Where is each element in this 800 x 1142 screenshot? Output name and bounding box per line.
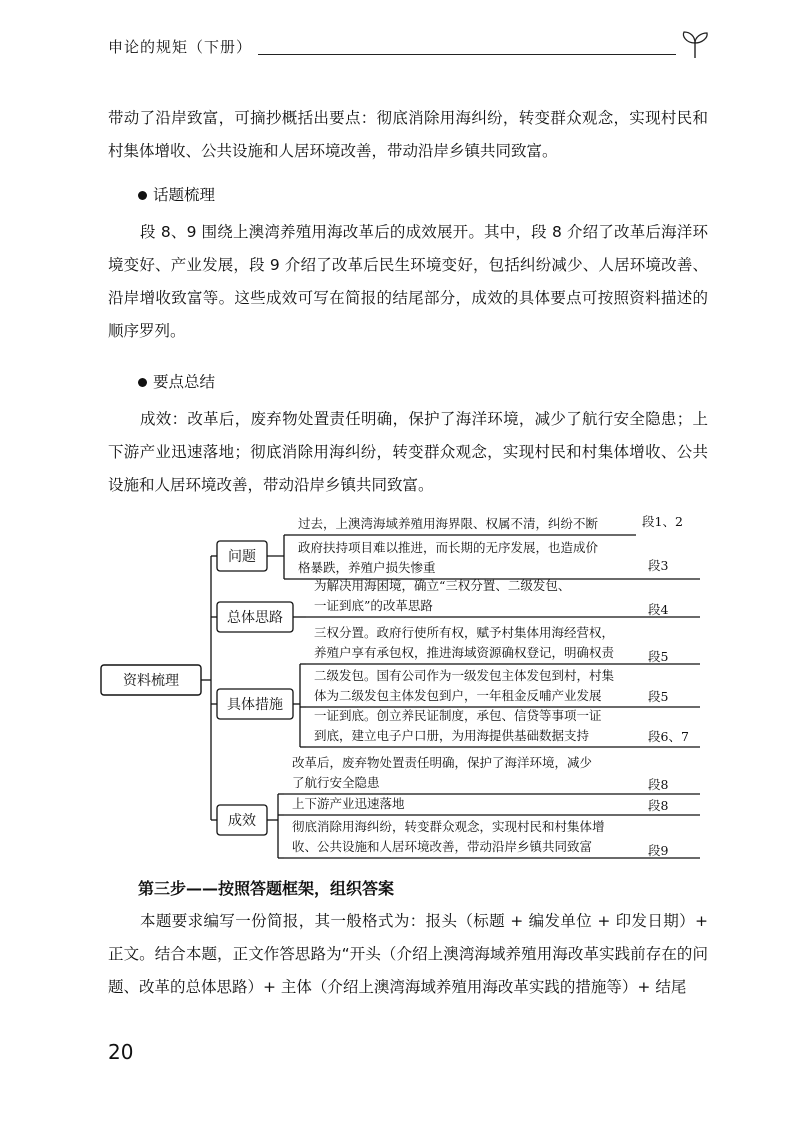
paragraph-2: 段 8、9 围绕上澳湾养殖用海改革后的成效展开。其中，段 8 介绍了改革后海洋环境变好、产业发展，段 9 介绍了改革后民生环境变好，包括纠纷减少、人居环境改善、沿岸增收致富等。这些成效可写在简报的结尾部分，成效的具体要点可按照资料描述的顺序罗列。	[108, 223, 708, 340]
branch-label: 问题	[228, 549, 256, 565]
leaf-text: 了航行安全隐患	[292, 775, 380, 790]
leaf-reference: 段4	[648, 602, 669, 617]
leaf-text: 格暴跌，养殖户损失惨重	[298, 560, 436, 575]
leaf-reference: 段1、2	[642, 514, 683, 529]
leaf-text: 一证到底”的改革思路	[314, 598, 433, 613]
running-header: 申论的规矩（下册）	[108, 38, 253, 56]
leaf-text: 体为二级发包主体发包到户，一年租金反哺产业发展	[314, 688, 602, 703]
leaf-text: 改革后，废弃物处置责任明确，保护了海洋环境，减少	[292, 755, 593, 770]
branch-label: 总体思路	[227, 610, 283, 626]
leaf-text: 三权分置。政府行使所有权，赋予村集体用海经营权，	[314, 625, 615, 640]
leaf-reference: 段5	[648, 689, 669, 704]
page-number: 20	[108, 1040, 134, 1064]
leaf-text: 一证到底。创立养民证制度，承包、信贷等事项一证	[314, 708, 602, 723]
root-label: 资料梳理	[123, 673, 179, 689]
leaf-reference: 段3	[648, 558, 669, 573]
leaf-reference: 段8	[648, 798, 669, 813]
paragraph-3: 成效：改革后，废弃物处置责任明确，保护了海洋环境，减少了航行安全隐患；上下游产业迅速落地；彻底消除用海纠纷，转变群众观念，实现村民和村集体增收、公共设施和人居环境改善，带动沿岸乡镇共同致富。	[108, 410, 708, 494]
leaf-text: 政府扶持项目难以推进，而长期的无序发展，也造成价	[298, 540, 599, 555]
leaf-text: 二级发包。国有公司作为一级发包主体发包到村，村集	[314, 668, 615, 683]
leaf-text: 收、公共设施和人居环境改善，带动沿岸乡镇共同致富	[292, 839, 593, 854]
leaf-reference: 段9	[648, 843, 669, 858]
leaf-reference: 段6、7	[648, 729, 689, 744]
leaf-text: 过去，上澳湾海域养殖用海界限、权属不清，纠纷不断	[298, 516, 599, 531]
leaf-reference: 段8	[648, 777, 669, 792]
branch-label: 具体措施	[227, 697, 283, 713]
leaf-text: 到底，建立电子户口册，为用海提供基础数据支持	[314, 728, 590, 743]
paragraph-1: 带动了沿岸致富，可摘抄概括出要点：彻底消除用海纠纷，转变群众观念，实现村民和村集体增收、公共设施和人居环境改善，带动沿岸乡镇共同致富。	[108, 109, 708, 160]
paragraph-4: 本题要求编写一份简报，其一般格式为：报头（标题 + 编发单位 + 印发日期）+ 正文。结合本题，正文作答思路为“开头（介绍上澳湾海域养殖用海改革实践前存在的问题、改革的总体思路）+ 主体（介绍上澳湾海域养殖用海改革实践的措施等）+ 结尾	[108, 912, 708, 996]
leaf-text: 养殖户享有承包权，推进海域资源确权登记，明确权责	[314, 645, 615, 660]
leaf-text: 上下游产业迅速落地	[292, 796, 405, 811]
branch-label: 成效	[228, 813, 256, 829]
step-3-heading: 第三步——按照答题框架，组织答案	[138, 879, 395, 898]
leaf-text: 为解决用海困境，确立“三权分置、二级发包、	[314, 578, 571, 593]
bullet-summary-label: 要点总结	[153, 373, 216, 391]
leaf-reference: 段5	[648, 649, 669, 664]
leaf-text: 彻底消除用海纠纷，转变群众观念，实现村民和村集体增	[292, 819, 605, 834]
bullet-topic-label: 话题梳理	[153, 186, 216, 204]
